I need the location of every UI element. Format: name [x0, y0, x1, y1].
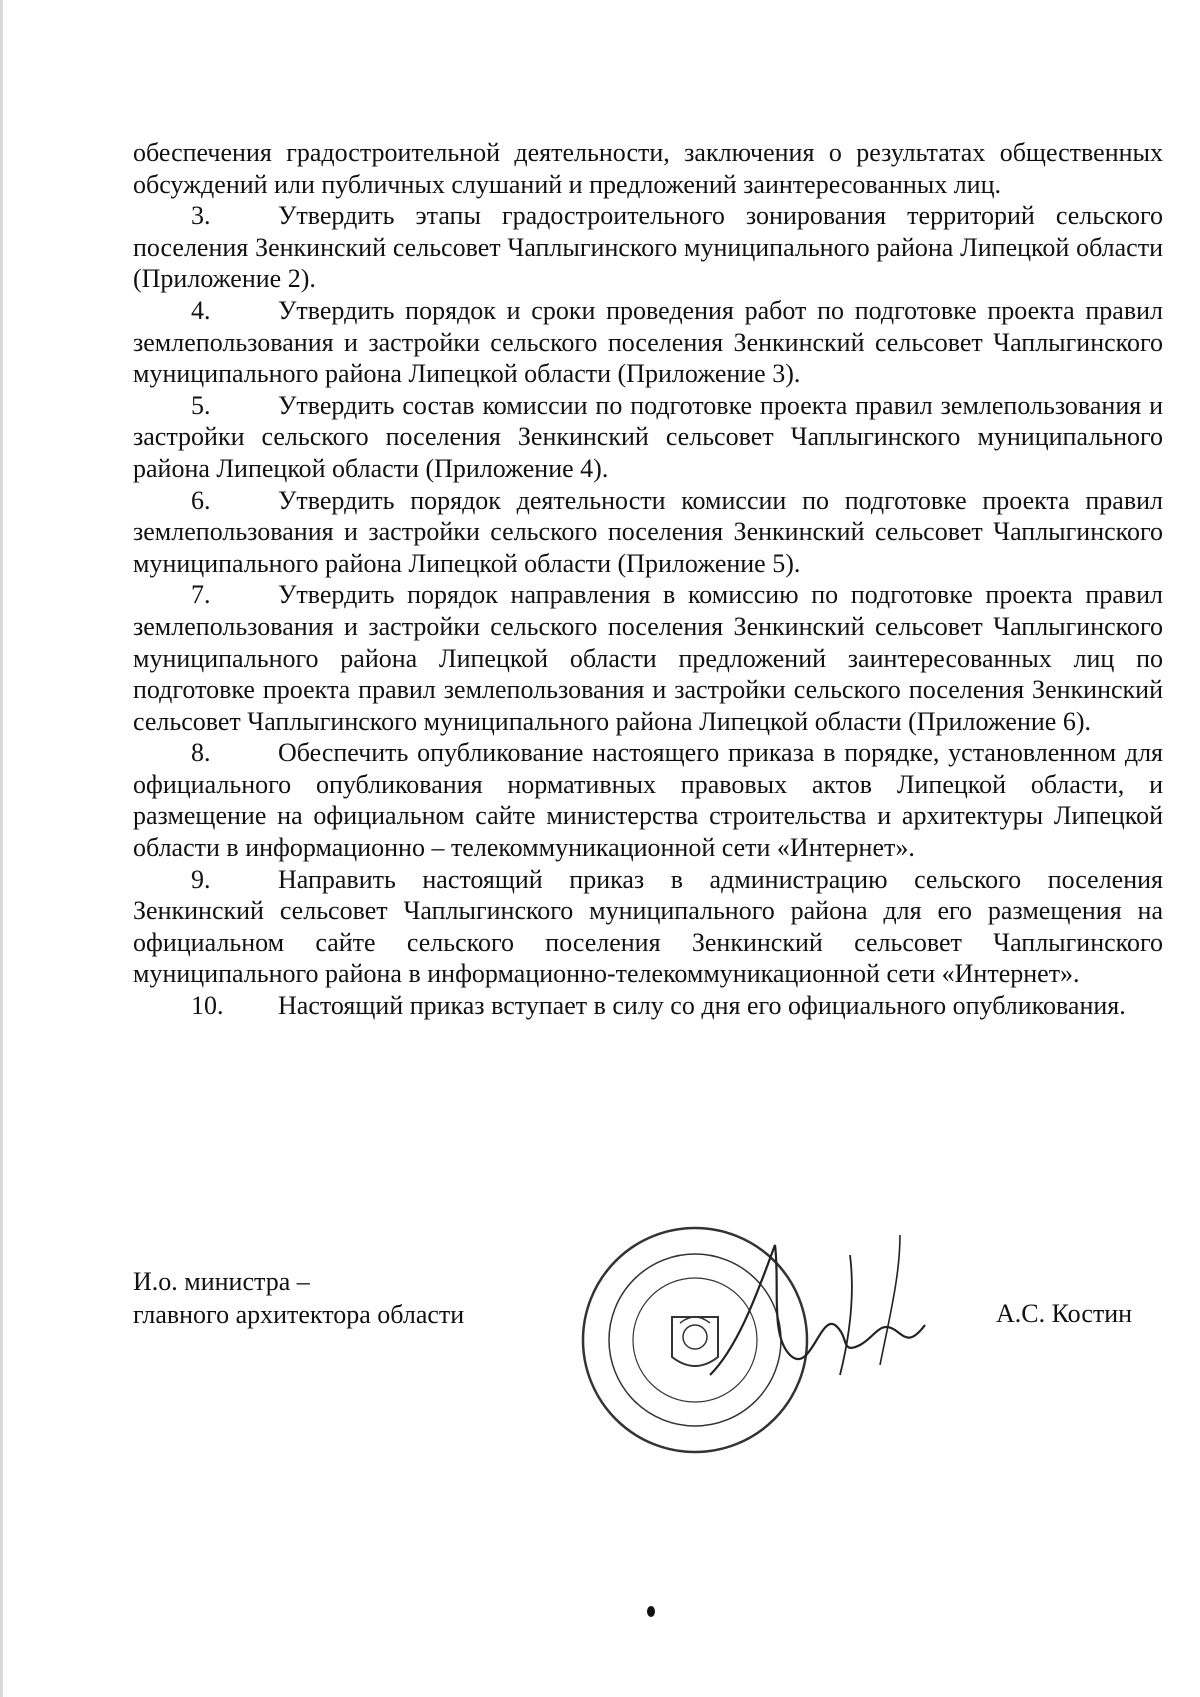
item-text: Утвердить порядок и сроки проведения работ по подготовке проекта правил землепользования и застройки сельского поселения Зенкинский сельсовет Чаплыгинского муниципального района Липецкой области (Приложение 3). — [133, 295, 1163, 389]
scan-edge — [0, 0, 3, 1697]
item-7 — [133, 579, 1163, 737]
item-number: 9. — [191, 864, 211, 894]
item-8 — [133, 737, 1163, 863]
item-text: Утвердить порядок деятельности комиссии по подготовке проекта правил землепользования и застройки сельского поселения Зенкинский сельсовет Чаплыгинского муниципального района Липецкой области (Приложение 5). — [133, 485, 1163, 578]
item-6 — [133, 485, 1163, 580]
handwritten-signature — [700, 1225, 960, 1405]
item-number: 4. — [191, 295, 211, 325]
item-text: Утвердить состав комиссии по подготовке проекта правил землепользования и застройки сельского поселения Зенкинский сельсовет Чаплыгинского муниципального района Липецкой области (Приложение 4). — [133, 390, 1163, 483]
signatory-name: А.С. Костин — [996, 1299, 1133, 1328]
item-text: Направить настоящий приказ в администрацию сельского поселения Зенкинский сельсовет Чаплыгинского муниципального района для его размещения на официальном сайте сельского поселения Зенкинский сельсовет Чаплыгинского муниципального района в информационно-телекоммуникационной сети «Интернет». — [133, 864, 1163, 989]
document-body — [133, 137, 1163, 1022]
signatory-title-line1: И.о. министра – — [133, 1267, 310, 1296]
item-5 — [133, 390, 1163, 485]
item-number: 7. — [191, 580, 211, 610]
item-10 — [133, 990, 1163, 1022]
page-mark — [647, 1606, 655, 1617]
signatory-title-line2: главного архитектора области — [133, 1300, 465, 1329]
signatory-title — [133, 1265, 464, 1331]
item-text: Настоящий приказ вступает в силу со дня его официального опубликования. — [278, 991, 1126, 1021]
intro-continuation: обеспечения градостроительной деятельности, заключения о результатах общественных обсуждений или публичных слушаний и предложений заинтересованных лиц. — [133, 138, 1163, 199]
item-number: 3. — [191, 201, 211, 231]
item-9 — [133, 864, 1163, 990]
item-number: 5. — [191, 390, 211, 420]
item-number: 10. — [191, 991, 224, 1021]
item-text: Утвердить этапы градостроительного зонирования территорий сельского поселения Зенкинский сельсовет Чаплыгинского муниципального района Липецкой области (Приложение 2). — [133, 201, 1163, 294]
item-3 — [133, 200, 1163, 295]
item-text: Утвердить порядок направления в комиссию по подготовке проекта правил землепользования и застройки сельского поселения Зенкинский сельсовет Чаплыгинского муниципального района Липецкой области предложений заинтересованных лиц по подготовке проекта правил землепользования и застройки сельского поселения Зенкинский сельсовет Чаплыгинского муниципального района Липецкой области (Приложение 6). — [133, 580, 1163, 736]
item-number: 8. — [191, 738, 211, 768]
item-text: Обеспечить опубликование настоящего приказа в порядке, установленном для официального опубликования нормативных правовых актов Липецкой области, и размещение на официальном сайте министерства строительства и архитектуры Липецкой области в информационно – телекоммуникационной сети «Интернет». — [133, 738, 1163, 863]
item-number: 6. — [191, 485, 211, 515]
item-4 — [133, 295, 1163, 390]
